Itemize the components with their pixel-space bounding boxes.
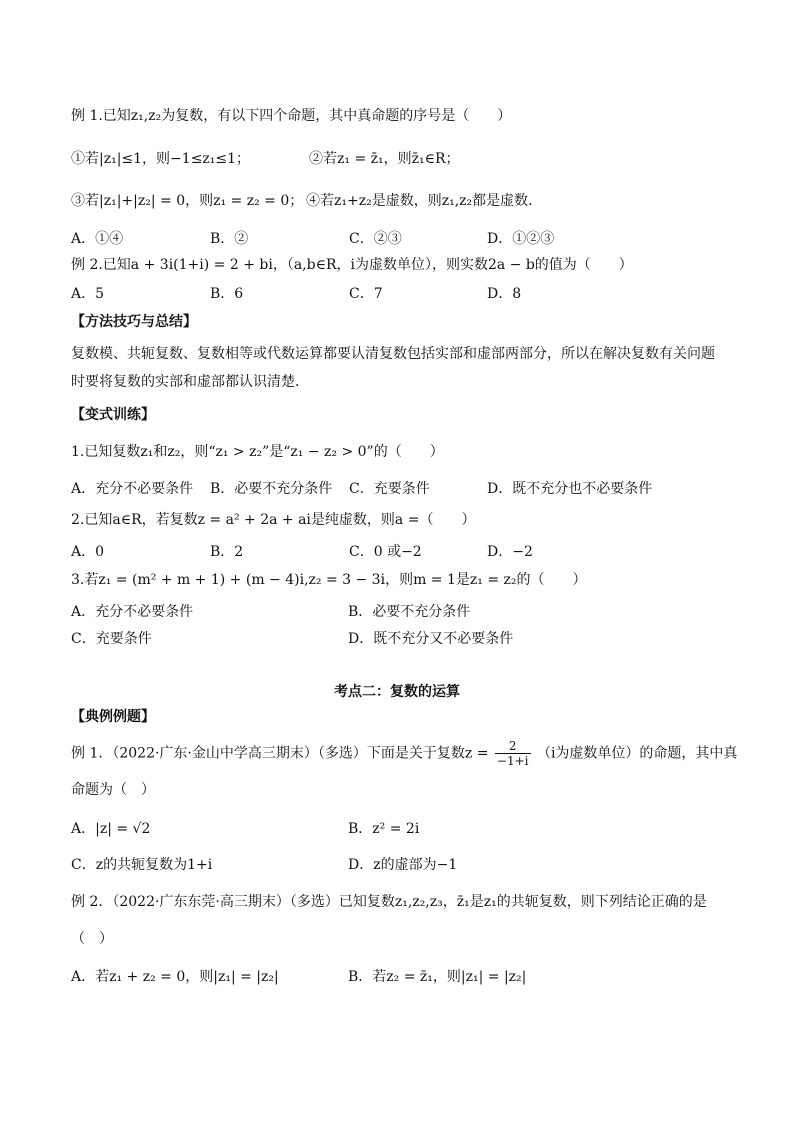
ex1-proposition-2: ②若z₁ = z̄₁，则z̄₁∈R； [309, 151, 460, 167]
ex4-question-line2: （ ） [71, 931, 113, 947]
ex3-prefix: 例 1．（2022·广东·金山中学高三期末）（多选）下面是关于复数z = [71, 745, 489, 762]
practice-q2-option-c: C．0 或−2 [349, 544, 422, 560]
ex3-fraction-numerator: 2 [495, 739, 531, 754]
ex1-option-a: A．①④ [71, 231, 124, 247]
ex2-option-d: D．8 [487, 286, 522, 302]
method-heading: 【方法技巧与总结】 [71, 314, 197, 330]
practice-q1-option-d: D．既不充分也不必要条件 [487, 481, 653, 497]
ex3-option-a: A．|z| = √2 [71, 821, 151, 837]
ex4-option-b: B．若z₂ = z̄₁，则|z₁| = |z₂| [348, 969, 527, 985]
practice-heading: 【变式训练】 [71, 407, 155, 423]
ex4-option-a: A．若z₁ + z₂ = 0，则|z₁| = |z₂| [71, 969, 279, 985]
ex1-question: 例 1.已知z₁,z₂为复数，有以下四个命题，其中真命题的序号是（ ） [71, 108, 512, 124]
ex3-fraction [495, 739, 531, 768]
practice-q3-option-b: B．必要不充分条件 [348, 604, 471, 620]
ex2-option-c: C．7 [349, 286, 383, 302]
practice-q2: 2.已知a∈R，若复数z = a² + 2a + ai是纯虚数，则a =（ ） [71, 512, 476, 528]
ex1-proposition-3: ③若|z₁|+|z₂| = 0，则z₁ = z₂ = 0； [71, 193, 304, 209]
practice-q2-option-a: A．0 [71, 544, 105, 560]
method-text: 复数模、共轭复数、复数相等或代数运算都要认清复数包括实部和虚部两部分，所以在解决复数有关问题时要将复数的实部和虚部都认识清楚． [71, 346, 715, 390]
practice-q1-option-a: A．充分不必要条件 [71, 481, 194, 497]
practice-q3: 3.若z₁ = (m² + m + 1) + (m − 4)i,z₂ = 3 − 3i，则m = 1是z₁ = z₂的（ ） [71, 572, 587, 588]
ex3-option-c: C．z的共轭复数为1+i [71, 857, 213, 873]
ex1-proposition-4: ④若z₁+z₂是虚数，则z₁,z₂都是虚数. [306, 193, 533, 209]
ex3-question-line2: 命题为（ ） [71, 782, 155, 798]
ex3-option-b: B．z² = 2i [348, 821, 420, 837]
ex3-suffix: （i为虚数单位）的命题，其中真 [536, 745, 738, 762]
practice-q3-option-c: C．充要条件 [71, 631, 152, 647]
ex2-question: 例 2.已知a + 3i(1+i) = 2 + bi，（a,b∈R，i为虚数单位），则实数2a − b的值为（ ） [71, 257, 633, 273]
ex1-proposition-1: ①若|z₁|≤1，则−1≤z₁≤1； [71, 151, 251, 167]
ex4-question-line1: 例 2．（2022·广东东莞·高三期末）（多选）已知复数z₁,z₂,z₃，z̄₁是z₁的共轭复数，则下列结论正确的是 [71, 894, 707, 910]
section2-heading: 【典例例题】 [71, 709, 155, 725]
ex3-question-line1 [71, 739, 737, 768]
ex2-option-a: A．5 [71, 286, 105, 302]
practice-q3-option-d: D．既不充分又不必要条件 [348, 631, 514, 647]
practice-q3-option-a: A．充分不必要条件 [71, 604, 194, 620]
ex3-fraction-denominator: −1+i [496, 754, 529, 768]
ex1-option-d: D．①②③ [487, 231, 555, 247]
section2-title: 考点二：复数的运算 [334, 684, 460, 700]
practice-q1: 1.已知复数z₁和z₂，则“z₁ > z₂”是“z₁ − z₂ > 0”的（ ） [71, 444, 444, 460]
ex2-option-b: B．6 [210, 286, 244, 302]
practice-q2-option-d: D．−2 [487, 544, 533, 560]
ex3-option-d: D．z的虚部为−1 [348, 857, 458, 873]
practice-q2-option-b: B．2 [210, 544, 244, 560]
practice-q1-option-c: C．充要条件 [349, 481, 430, 497]
ex1-option-c: C．②③ [349, 231, 402, 247]
ex1-option-b: B．② [210, 231, 249, 247]
practice-q1-option-b: B．必要不充分条件 [210, 481, 333, 497]
